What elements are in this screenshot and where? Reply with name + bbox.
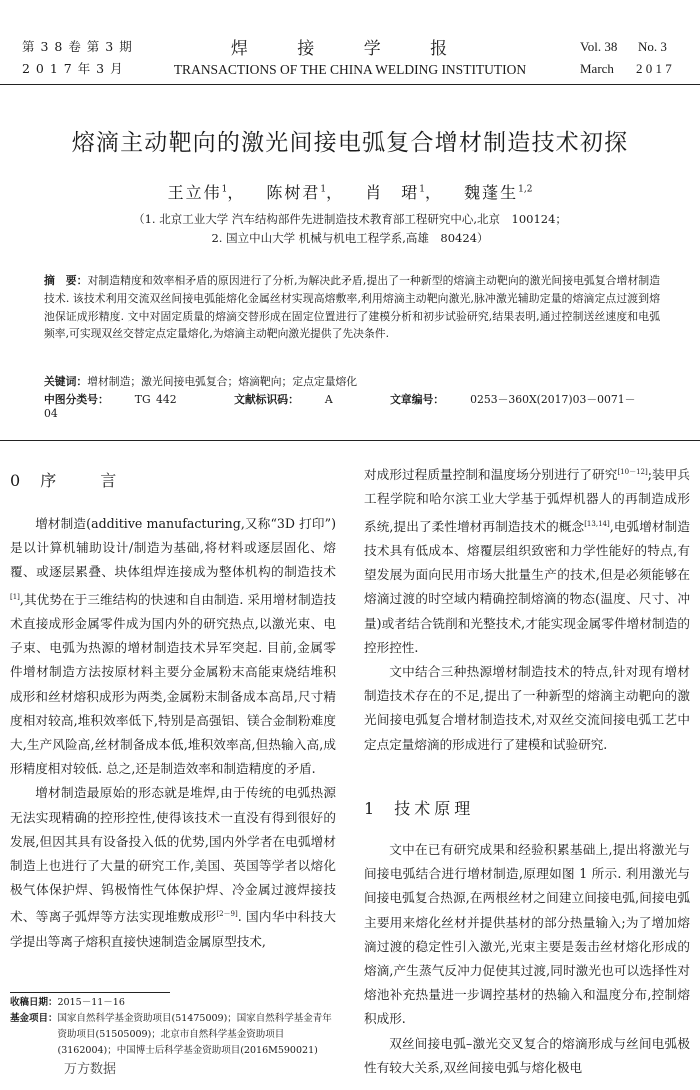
section-number: 1 [364, 799, 379, 818]
clc-label: 中图分类号： [44, 393, 109, 406]
citation: [10－12] [617, 468, 648, 476]
keywords-text: 增材制造；激光间接电弧复合；熔滴靶向；定点定量熔化 [87, 375, 358, 388]
journal-name [150, 34, 550, 78]
citation: [13,14] [584, 519, 610, 528]
doc-code-label: 文献标识码： [234, 393, 299, 406]
citation: [2－9] [216, 910, 238, 919]
paragraph: 文中结合三种热源增材制造技术的特点,针对现有增材制造技术存在的不足,提出了一种新型的熔滴主动靶向的激光间接电弧复合增材制造技术,对双丝交流间接电弧工艺中定点定量熔滴的形成进行了建模和试验研究. [364, 664, 690, 752]
clc-value: TG 442 [134, 393, 177, 406]
footnote [10, 995, 335, 1059]
paragraph: 增材制造最原始的形态就是堆焊,由于传统的电弧热源无法实现精确的控形控性,使得该技术一直没有得到很好的发展,但因其具有设备投入低的优势,国内外学者在电弧增材制造上也进行了大量的研究工作,美国、英国等学者以熔化极气体保护焊、钨极惰性气体保护焊、冷金属过渡焊接技术、等离子弧焊等方法实现堆敷成形[2－9]. 国内华中科技大学提出等离子熔积直接快速制造金属原型技术, [10, 785, 336, 949]
section-title: 技术原理 [394, 799, 475, 818]
watermark: 万方数据 [64, 1062, 117, 1077]
journal-name-en: TRANSACTIONS OF THE CHINA WELDING INSTITUTION [173, 62, 527, 77]
abstract-rule [0, 440, 700, 441]
abstract-label: 摘 要： [44, 274, 88, 287]
right-column [364, 460, 690, 757]
classification [44, 392, 700, 420]
paragraph: 双丝间接电弧–激光交叉复合的熔滴形成与丝间电弧极性有较大关系,双丝间接电弧与熔化极电 [364, 1035, 690, 1075]
paper-title: 熔滴主动靶向的激光间接电弧复合增材制造技术初探 [71, 130, 629, 156]
paragraph: 文中在已有研究成果和经验积累基础上,提出将激光与间接电弧结合进行增材制造,原理如图 1 所示. 利用激光与间接电弧复合热源,在两根丝材之间建立间接电弧,间接电弧主要用来熔化丝材并提供基材的部分热量输入;为了增加熔滴过渡的稳定性引入激光,光束主要是轰击丝材熔化形成的熔滴,产生蒸气反冲力促使其过渡,同时激光也可以选择性对熔池补充热量进一步调控基材的热输入和温度分布,控制熔积成形. [364, 842, 690, 1027]
abstract-text: 对制造精度和效率相矛盾的原因进行了分析,为解决此矛盾,提出了一种新型的熔滴主动靶向的激光间接电弧复合增材制造技术. 该技术利用交流双丝间接电弧能熔化金属丝材实现高熔敷率,利用熔滴主动靶向激光,脉冲激光辅助定量的熔滴定点过渡到熔池保证成形精度. 文中对固定质量的熔滴交替形成在固定位置进行了建模分析和初步试验研究,结果表明,通过控制送丝速度和电弧频率,可实现双丝交替定点定量熔化,为熔滴主动靶向激光提供了先决条件. [44, 274, 661, 341]
citation: [1] [10, 592, 20, 601]
section-title: 序 言 [40, 471, 121, 490]
affiliations [0, 210, 700, 248]
author: 肖 珺$^1$ [365, 183, 425, 202]
journal-volume-en [580, 36, 672, 80]
received-date: 收稿日期：2015－11－16 [10, 997, 125, 1008]
author: 王立伟$^1$ [167, 183, 228, 202]
journal-name-cn: 焊 接 学 报 [230, 39, 470, 59]
keywords-label: 关键词： [44, 375, 88, 388]
author-list: 王立伟$^1$， 陈树君$^1$， 肖 珺$^1$， 魏蓬生$^{1,2}$ [167, 183, 533, 202]
doc-code-value: A [324, 393, 333, 406]
fund-info: 基金项目： 国家自然科学基金资助项目(51475009)；国家自然科学基金青年资助项目(51505009)；北京市自然科学基金资助项目(3162004)；中国博士后科学基金资助项目(2016M590021) [10, 1013, 332, 1056]
keywords [44, 374, 357, 389]
vol-en: Vol. 38 [580, 39, 618, 54]
author: 魏蓬生$^{1,2}$ [464, 183, 533, 202]
right-column-section1 [364, 838, 690, 1080]
affiliation: 2. 国立中山大学 机械与机电工程学系,高雄 80424） [211, 231, 489, 245]
section-heading-principle [364, 796, 474, 819]
left-column [10, 512, 336, 954]
section-number: 0 [10, 471, 25, 490]
year-en: 2 0 1 7 [636, 61, 672, 76]
volume-issue: 第 3 8 卷 第 3 期 [22, 39, 133, 54]
article-no-label: 文章编号： [390, 393, 445, 406]
paragraph: 对成形过程质量控制和温度场分别进行了研究[10－12];装甲兵工程学院和哈尔滨工业大学基于弧焊机器人的再制造成形系统,提出了柔性增材再制造技术的概念[13,14],电弧增材制造技术具有低成本、熔覆层组织致密和力学性能好的特点,有望发展为面向民用市场大批量生产的技术,但是必须能够在熔滴过渡的时空域内精确控制熔滴的物态(温度、尺寸、冲量)或者结合铣削和光整技术,才能实现金属零件增材制造的控形控性. [364, 467, 690, 655]
header-rule [0, 84, 700, 85]
issue-date: 2 0 1 7 年 3 月 [22, 61, 124, 76]
month-en: March [580, 61, 614, 76]
author: 陈树君$^1$ [266, 183, 327, 202]
footnote-rule [10, 992, 170, 993]
no-en: No. 3 [638, 39, 667, 54]
abstract [44, 272, 660, 343]
article-no-value: 0253－360X(2017)03－0071－04 [44, 393, 636, 420]
paragraph: 增材制造(additive manufacturing,又称“3D 打印”)是以计算机辅助设计/制造为基础,将材料或逐层固化、熔覆、或逐层累叠、块体组焊连接成为整体机构的制造技术[1],其优势在于三维结构的快速和自由制造. 采用增材制造技术直接成形金属零件成为国内外的研究热点,以激光束、电子束、电弧为热源的增材制造技术异军突起. 目前,金属零件增材制造方法按原材料主要分金属粉末高能束烧结堆积成形和丝材熔积成形为两类,金属粉末制备成本高昂,尺寸精度相对较高,堆积效率低下,特别是高强铝、镁合金制粉难度大,生产风险高,丝材制备成本低,堆积效率高,但热输入高,成形精度相对较低. 总之,还是制造效率和制造精度的矛盾. [10, 516, 336, 777]
journal-volume-info [22, 36, 133, 80]
affiliation: （1. 北京工业大学 汽车结构部件先进制造技术教育部工程研究中心,北京 100124； [133, 212, 567, 226]
section-heading-introduction [10, 468, 120, 491]
